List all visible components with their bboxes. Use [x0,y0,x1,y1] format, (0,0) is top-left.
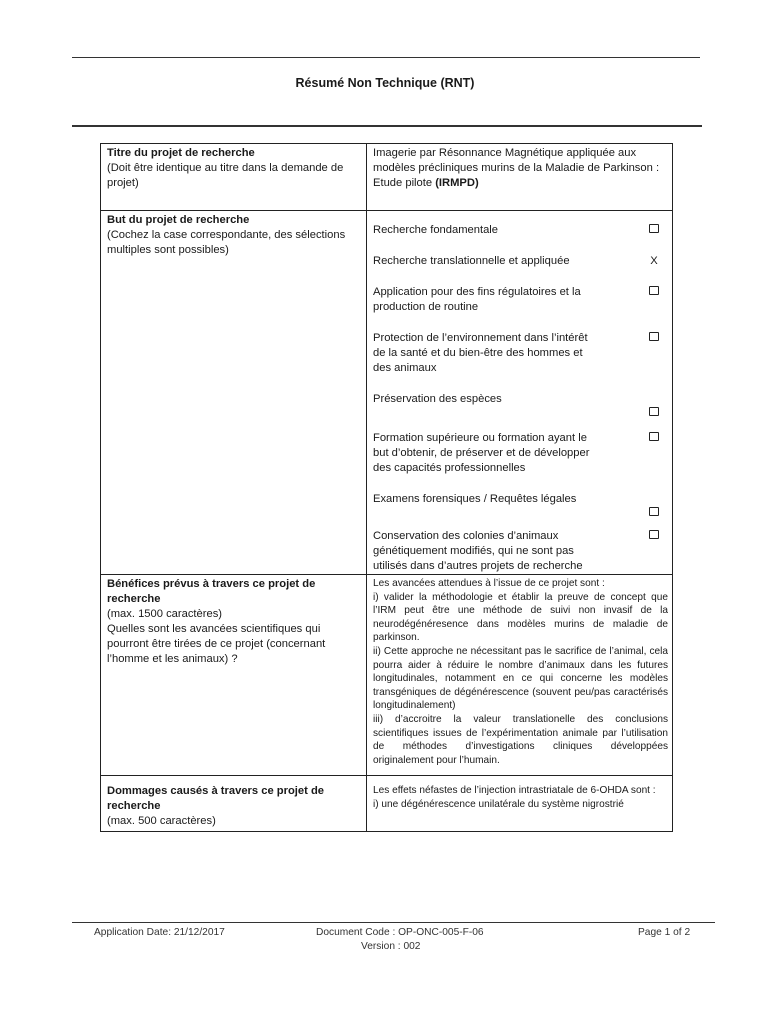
option-label: Formation supérieure ou formation ayant le but d’obtenir, de préserver et de développer des capacités professionnelles [373,432,590,474]
benefices-text-intro: Les avancées attendues à l’issue de ce projet sont : [373,578,605,589]
titre-sub: (Doit être identique au titre dans la demande de projet) [107,162,344,189]
checkbox-unchecked[interactable] [649,432,659,441]
checkbox-unchecked[interactable] [649,332,659,341]
table-row-dommages [101,776,673,832]
but-label: But du projet de recherche [107,214,250,226]
benefices-text-i: i) valider la méthodologie et établir la preuve de concept que l’IRM peut être une méthode de suivi non invasif de la neurodégénéresence dans modèles murins de maladie de parkinson. [373,591,668,644]
footer-page-number: Page 1 of 2 [638,927,691,938]
option-label: Examens forensiques / Requêtes légales [373,493,577,505]
benefices-limit: (max. 1500 caractères) [107,608,223,620]
option-recherche-fondamentale [373,223,668,238]
footer-application-date: Application Date: 21/12/2017 [94,927,225,938]
titre-label: Titre du projet de recherche [107,147,255,159]
rnt-table [100,143,673,832]
checkbox-checked-x[interactable]: X [650,255,658,267]
top-rule [72,57,700,58]
option-preservation-especes [373,392,668,421]
checkbox-unchecked[interactable] [649,224,659,233]
option-label: Application pour des fins régulatoires et la production de routine [373,286,581,313]
table-row-titre [101,144,673,211]
checkbox-unchecked[interactable] [649,507,659,516]
benefices-text-iii: iii) d’accroitre la valeur translationelle des conclusions scientifiques issues de l’expérimentation animale par l’utilisation de méthodes d’investigations cliniques développées originalement pour l’humain. [373,713,668,766]
option-recherche-translationnelle [373,254,668,269]
checkbox-unchecked[interactable] [649,530,659,539]
dommages-label: Dommages causés à travers ce projet de recherche [107,785,325,813]
option-application-regulatoires [373,285,668,315]
titre-value: Imagerie par Résonnance Magnétique appliquée aux modèles précliniques murins de la Maladie de Parkinson : Etude pilote [373,147,660,189]
but-sub: (Cochez la case correspondante, des sélections multiples sont possibles) [107,229,346,256]
option-protection-environnement [373,331,668,376]
benefices-question: Quelles sont les avancées scientifiques qui pourront être tirées de ce projet (concernant l’homme et les animaux) ? [107,623,326,665]
option-label: Protection de l’environnement dans l’intérêt de la santé et du bien-être des hommes et des animaux [373,332,588,374]
checkbox-unchecked[interactable] [649,407,659,416]
benefices-text-ii: ii) Cette approche ne nécessitant pas le sacrifice de l’animal, cela pourra aider à réduire le nombre d’animaux dans les futures longitudinales, notamment en ce qui concerne les modèles transgéniques de dégénérescence (souvent peu/pas caractérisés longitudinalement) [373,645,668,712]
checkbox-unchecked[interactable] [649,286,659,295]
footer-version: Version : 002 [361,941,421,952]
option-label: Recherche fondamentale [373,224,499,236]
option-label: Conservation des colonies d’animaux génétiquement modifiés, qui ne sont pas utilisés dans d’autres projets de recherche [373,530,583,572]
option-conservation-colonies [373,529,668,574]
table-row-but [101,211,673,575]
footer-rule [72,922,715,923]
document-title: Résumé Non Technique (RNT) [295,76,475,90]
dommages-text-intro: Les effets néfastes de l’injection intrastriatale de 6-OHDA sont : [373,785,656,797]
option-examens-forensiques [373,492,668,521]
dommages-limit: (max. 500 caractères) [107,815,216,828]
footer-document-code: Document Code : OP-ONC-005-F-06 [316,927,484,938]
option-formation-superieure [373,431,668,476]
table-row-benefices [101,575,673,776]
titre-acronym: (IRMPD) [435,177,479,189]
option-label: Recherche translationnelle et appliquée [373,255,570,267]
dommages-text-i: i) une dégénérescence unilatérale du système nigrostrié [373,798,624,810]
title-underline-rule [72,125,702,127]
benefices-label: Bénéfices prévus à travers ce projet de recherche [107,578,316,605]
option-label: Préservation des espèces [373,393,502,405]
